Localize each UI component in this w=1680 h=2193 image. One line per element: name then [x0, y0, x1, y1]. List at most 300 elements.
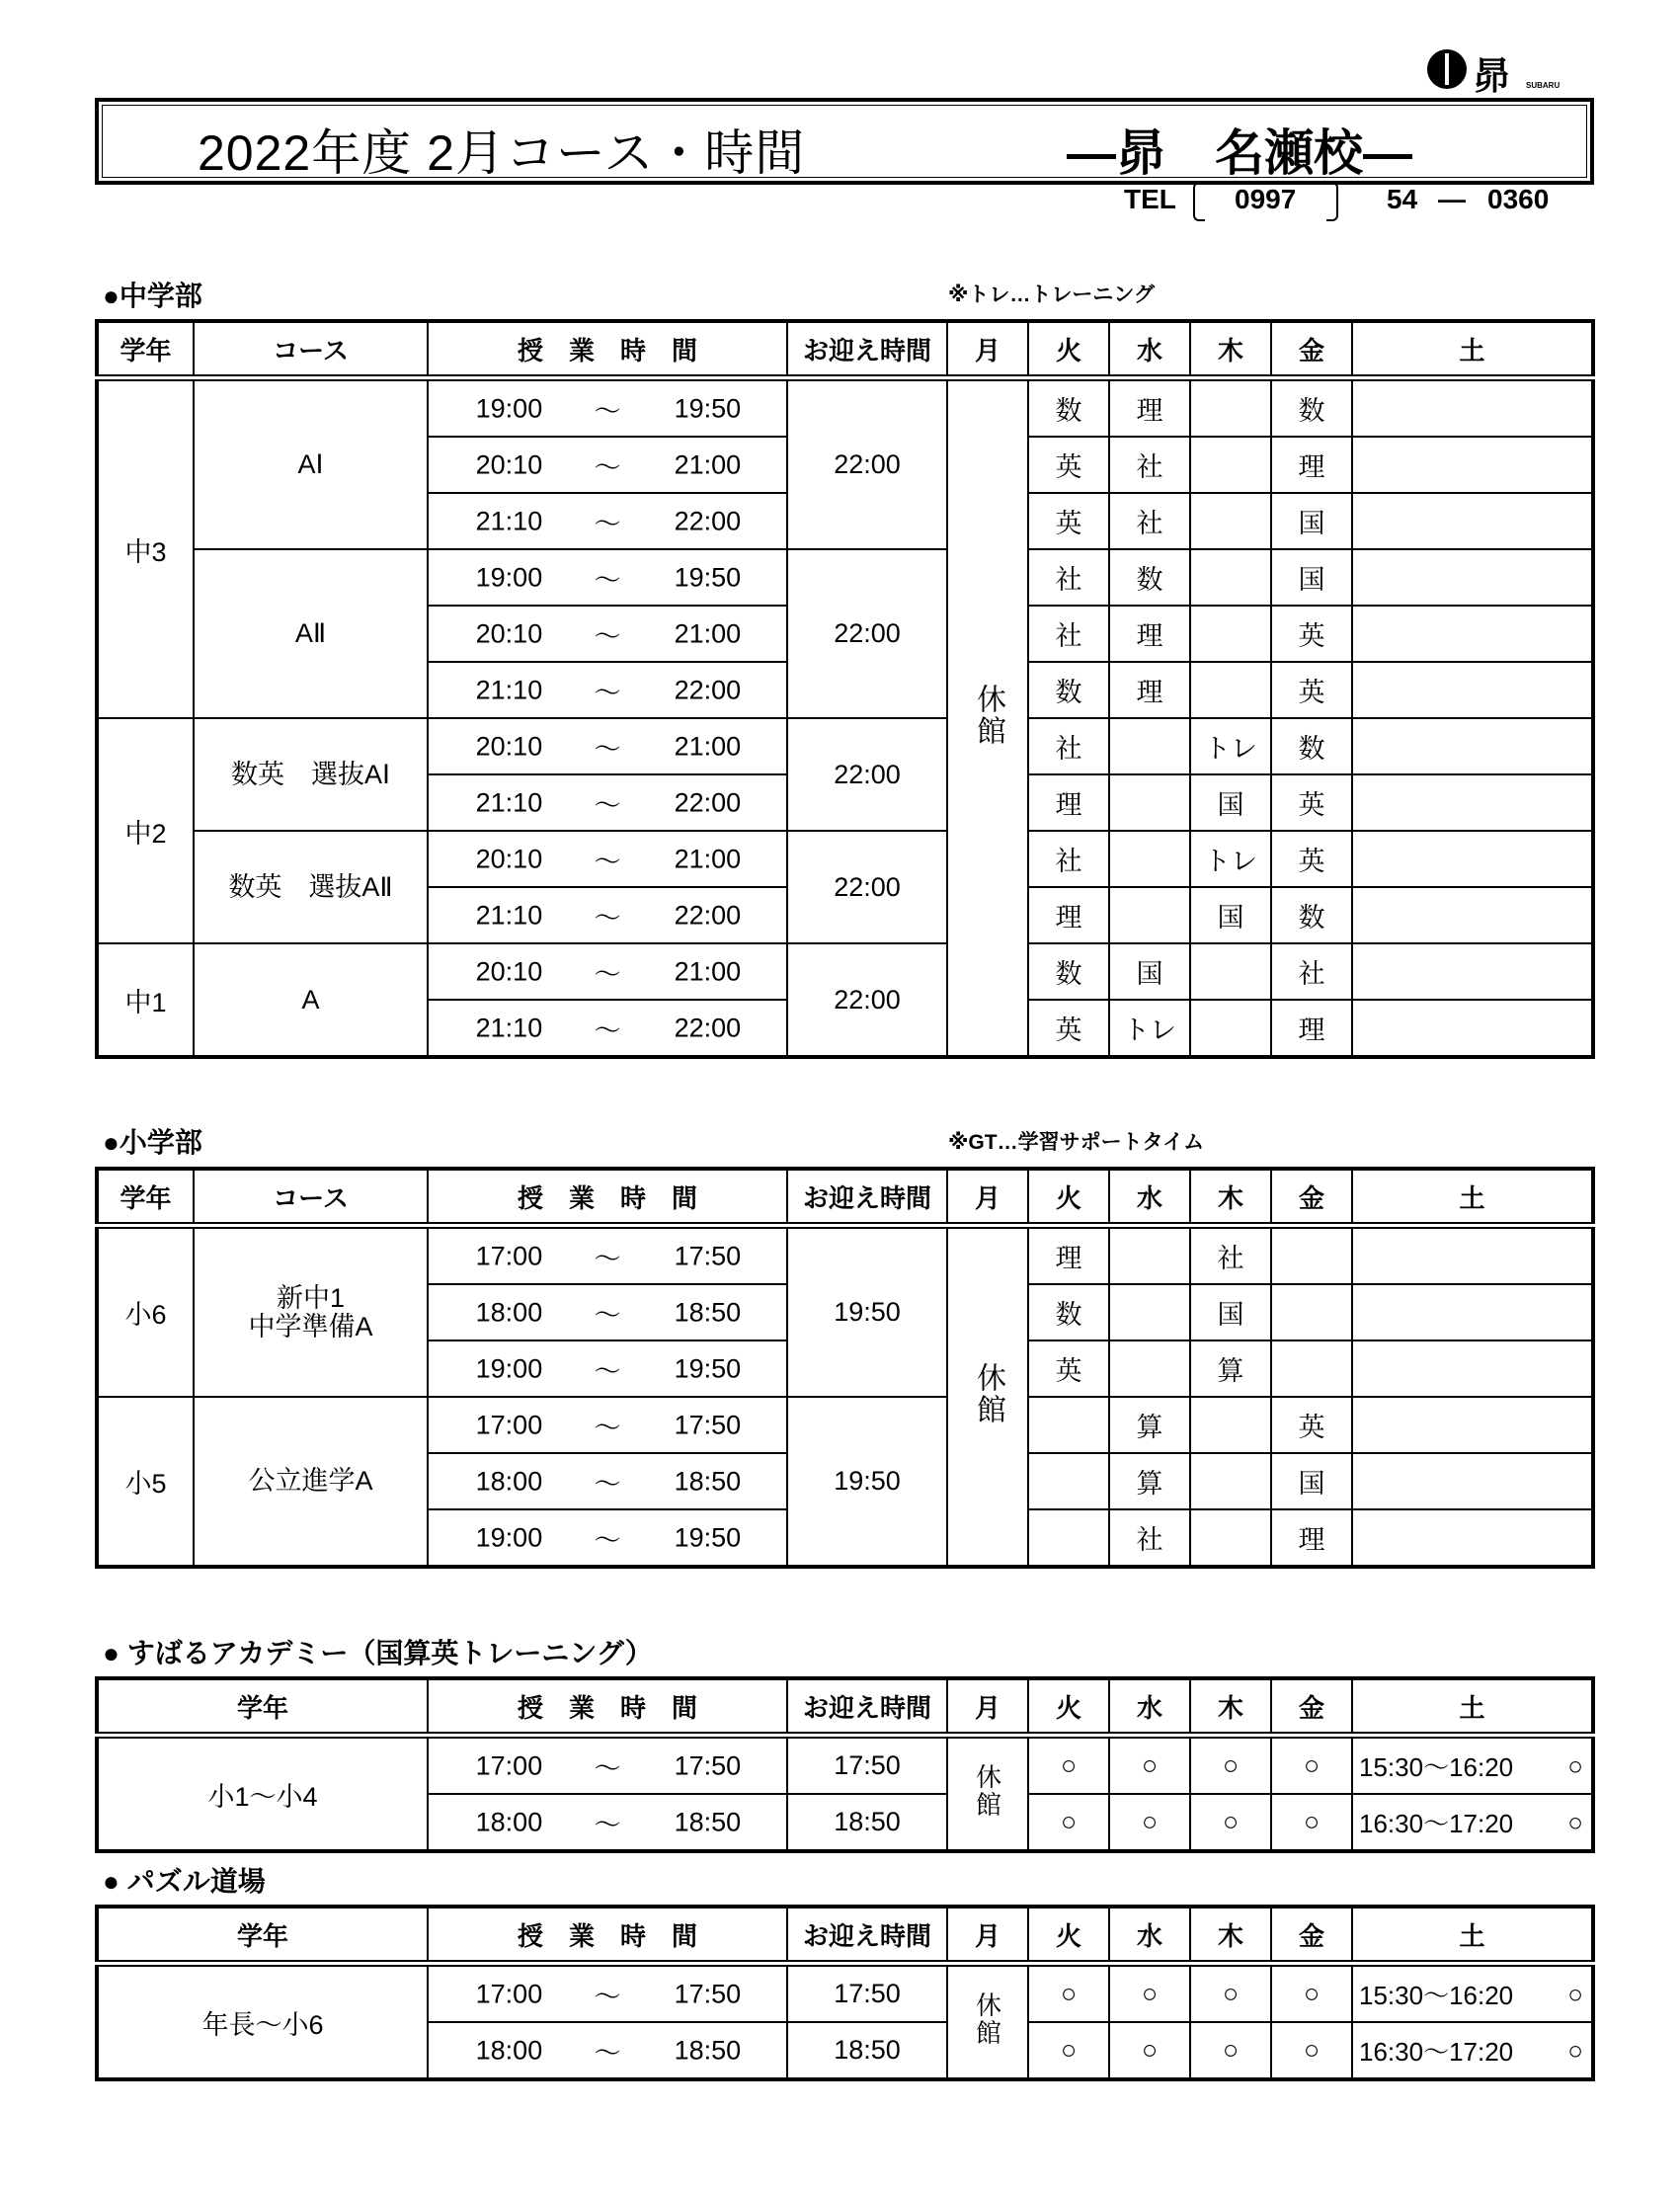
subject-wed-text: 理	[1136, 621, 1163, 651]
column-header	[1028, 1169, 1109, 1226]
circle-wed	[1109, 1794, 1190, 1851]
grade	[97, 1736, 428, 1852]
column-header	[1109, 1169, 1190, 1226]
class-time	[428, 662, 787, 718]
subject-tue-text: 数	[1055, 678, 1082, 707]
elementary-note: ※GT…学習サポートタイム	[948, 1131, 1205, 1154]
tilde: 〜	[594, 1753, 621, 1783]
subject-tue	[1028, 1284, 1109, 1340]
pickup-time-text: 22:00	[834, 759, 901, 789]
subject-wed	[1109, 1340, 1190, 1397]
subject-fri-text: 英	[1298, 847, 1325, 876]
start-time: 17:00	[475, 1410, 543, 1439]
subject-tue	[1028, 606, 1109, 662]
subject-tue	[1028, 437, 1109, 493]
schedule-row	[97, 549, 1593, 606]
tilde: 〜	[594, 1015, 621, 1045]
course	[194, 1226, 428, 1398]
column-header-text: 木	[1217, 335, 1243, 366]
column-header-text: お迎え時間	[802, 1692, 931, 1723]
class-time	[428, 1964, 787, 2023]
end-time: 22:00	[674, 675, 742, 704]
column-header-text: お迎え時間	[802, 1920, 931, 1951]
saturday	[1352, 662, 1593, 718]
subject-tue-text: 社	[1055, 565, 1082, 595]
pickup-time-text: 22:00	[834, 449, 901, 479]
column-header	[428, 1169, 787, 1226]
subject-wed	[1109, 1284, 1190, 1340]
subject-tue	[1028, 662, 1109, 718]
subject-fri	[1271, 1000, 1352, 1057]
column-header	[1271, 321, 1352, 378]
column-header	[947, 321, 1028, 378]
tilde: 〜	[594, 1413, 621, 1442]
saturday	[1352, 437, 1593, 493]
column-header-text: 火	[1055, 335, 1081, 366]
schedule-row	[97, 1736, 1593, 1795]
subject-tue	[1028, 831, 1109, 887]
class-time	[428, 378, 787, 438]
class-time	[428, 549, 787, 606]
monday-closed	[947, 1226, 1028, 1568]
class-time	[428, 1794, 787, 1851]
start-time: 17:00	[475, 1750, 543, 1780]
column-header	[428, 321, 787, 378]
saturday	[1352, 606, 1593, 662]
end-time: 22:00	[674, 506, 742, 535]
subject-fri-text: 英	[1298, 678, 1325, 707]
course	[194, 549, 428, 718]
subject-wed	[1109, 1000, 1190, 1057]
pickup-time	[787, 1794, 947, 1851]
course	[194, 1397, 428, 1567]
start-time: 19:00	[475, 393, 543, 423]
end-time: 17:50	[674, 1750, 742, 1780]
class-time	[428, 887, 787, 943]
column-header-text: 月	[974, 1182, 1000, 1213]
monday-closed-text: 休館	[972, 1361, 1004, 1425]
column-header	[1271, 1169, 1352, 1226]
subject-thu-text: トレ	[1204, 847, 1257, 876]
subject-wed-text: 社	[1136, 509, 1163, 538]
grade-text: 年長〜小6	[201, 2009, 324, 2040]
subject-fri-text: 英	[1298, 621, 1325, 651]
column-header	[1352, 1678, 1593, 1736]
saturday	[1352, 1397, 1593, 1453]
grade	[97, 378, 194, 719]
column-header-text: 水	[1136, 1692, 1162, 1723]
circle-thu	[1190, 1736, 1271, 1795]
pickup-time	[787, 1964, 947, 2023]
column-header-text: 学年	[236, 1920, 288, 1951]
grade-text: 中1	[124, 987, 167, 1017]
end-time: 19:50	[674, 562, 742, 592]
logo-sub: SUBARU	[1526, 81, 1560, 90]
start-time: 17:00	[475, 1979, 543, 2008]
column-header-text: 木	[1217, 1920, 1243, 1951]
logo-kanji: 昴	[1473, 56, 1511, 98]
column-header	[194, 321, 428, 378]
subject-thu-text: 算	[1217, 1356, 1244, 1386]
schedule-row	[97, 1964, 1593, 2023]
subject-fri-text: 英	[1298, 1413, 1325, 1442]
column-header-text: 木	[1217, 1182, 1243, 1213]
circle-wed	[1109, 1964, 1190, 2023]
subject-thu	[1190, 1000, 1271, 1057]
subject-tue-text: 英	[1055, 452, 1082, 482]
subject-thu-text: 国	[1217, 903, 1244, 933]
subject-wed	[1109, 493, 1190, 549]
start-time: 18:00	[475, 2035, 543, 2065]
subject-fri	[1271, 549, 1352, 606]
start-time: 18:00	[475, 1466, 543, 1496]
circle-thu-text: ○	[1222, 1979, 1240, 2008]
column-header-text: 学年	[120, 1182, 172, 1213]
subject-fri	[1271, 774, 1352, 831]
tilde: 〜	[594, 790, 621, 820]
schedule-row	[97, 1226, 1593, 1285]
subject-wed-text: 算	[1136, 1469, 1163, 1499]
subject-thu	[1190, 1453, 1271, 1509]
course-text: 新中1 中学準備A	[248, 1283, 373, 1341]
start-time: 20:10	[475, 956, 543, 986]
column-header-text: 水	[1136, 335, 1162, 366]
end-time: 22:00	[674, 900, 742, 930]
column-header-text: 月	[974, 335, 1000, 366]
subject-thu-text: 国	[1217, 790, 1244, 820]
circle-thu	[1190, 2022, 1271, 2079]
grade-text: 小5	[124, 1469, 167, 1499]
circle-tue-text: ○	[1060, 1979, 1078, 2008]
saturday-mark: ○	[1567, 1750, 1583, 1780]
tilde: 〜	[594, 621, 621, 651]
saturday-time-text: 16:30〜17:20	[1359, 2037, 1514, 2067]
subject-fri	[1271, 1226, 1352, 1285]
end-time: 21:00	[674, 449, 742, 479]
puzzle-section-title: ● パズル道場	[103, 1866, 266, 1897]
tel-area: 0997	[1235, 184, 1297, 214]
subject-wed	[1109, 437, 1190, 493]
subject-wed	[1109, 1509, 1190, 1567]
end-time: 17:50	[674, 1979, 742, 2008]
start-time: 19:00	[475, 1522, 543, 1552]
column-header-text: 学年	[120, 335, 172, 366]
column-header	[1352, 321, 1593, 378]
start-time: 21:10	[475, 900, 543, 930]
saturday-mark: ○	[1567, 1979, 1583, 2008]
saturday	[1352, 887, 1593, 943]
tilde: 〜	[594, 1356, 621, 1386]
subject-fri	[1271, 1509, 1352, 1567]
class-time	[428, 606, 787, 662]
column-header	[1271, 1907, 1352, 1964]
tel-label: TEL	[1124, 184, 1176, 214]
subject-wed-text: 国	[1136, 959, 1163, 989]
class-time	[428, 1509, 787, 1567]
column-header	[787, 321, 947, 378]
pickup-time	[787, 831, 947, 943]
circle-tue	[1028, 1964, 1109, 2023]
grade-text: 小1〜小4	[207, 1781, 318, 1812]
puzzle-schedule-table	[95, 1905, 1595, 2081]
schedule-row	[97, 831, 1593, 887]
subject-wed-text: 理	[1136, 396, 1163, 426]
subject-wed	[1109, 1397, 1190, 1453]
course-text: A	[301, 984, 320, 1015]
saturday	[1352, 549, 1593, 606]
saturday-time-text: 15:30〜16:20	[1359, 1752, 1514, 1782]
column-header-text: 金	[1298, 1182, 1324, 1213]
subject-tue-text: 数	[1055, 396, 1082, 426]
subject-wed	[1109, 606, 1190, 662]
subject-wed-text: 社	[1136, 452, 1163, 482]
tilde: 〜	[594, 1300, 621, 1330]
elementary-schedule-table	[95, 1167, 1595, 1569]
pickup-time-text: 22:00	[834, 871, 901, 902]
saturday-time	[1352, 1964, 1593, 2023]
subject-fri	[1271, 1397, 1352, 1453]
column-header	[1109, 1678, 1190, 1736]
tilde: 〜	[594, 678, 621, 707]
subject-fri-text: 数	[1298, 903, 1325, 933]
grade	[97, 1226, 194, 1398]
column-header	[97, 1907, 428, 1964]
tel-number: 0360	[1487, 184, 1550, 214]
column-header	[787, 1907, 947, 1964]
monday-closed	[947, 1736, 1028, 1852]
subject-fri	[1271, 662, 1352, 718]
tilde: 〜	[594, 847, 621, 876]
column-header-text: 学年	[236, 1692, 288, 1723]
subject-tue-text: 社	[1055, 734, 1082, 764]
end-time: 18:50	[674, 1466, 742, 1496]
column-header	[1190, 321, 1271, 378]
circle-wed	[1109, 2022, 1190, 2079]
tilde: 〜	[594, 1244, 621, 1273]
pickup-time-text: 22:00	[834, 618, 901, 648]
course-text: 公立進学A	[248, 1466, 373, 1497]
class-time	[428, 1397, 787, 1453]
circle-tue-text: ○	[1060, 1807, 1078, 1836]
subject-tue	[1028, 1340, 1109, 1397]
column-header	[1028, 321, 1109, 378]
subject-tue-text: 社	[1055, 847, 1082, 876]
subject-fri	[1271, 1340, 1352, 1397]
subject-wed	[1109, 774, 1190, 831]
column-header-text: コース	[273, 1182, 349, 1213]
column-header-text: 金	[1298, 1920, 1324, 1951]
pickup-time	[787, 1736, 947, 1795]
subject-thu	[1190, 774, 1271, 831]
schedule-row	[97, 1397, 1593, 1453]
column-header	[428, 1907, 787, 1964]
class-time	[428, 1736, 787, 1795]
tilde: 〜	[594, 1810, 621, 1839]
subject-thu	[1190, 943, 1271, 1000]
course-text: AⅡ	[294, 618, 327, 649]
end-time: 18:50	[674, 1297, 742, 1327]
end-time: 21:00	[674, 731, 742, 761]
course	[194, 831, 428, 943]
subject-tue	[1028, 887, 1109, 943]
subject-fri	[1271, 378, 1352, 438]
circle-thu-text: ○	[1222, 1750, 1240, 1780]
subject-thu	[1190, 1397, 1271, 1453]
saturday	[1352, 1226, 1593, 1285]
grade-text: 小6	[124, 1300, 167, 1330]
column-header	[1190, 1907, 1271, 1964]
column-header	[1028, 1907, 1109, 1964]
class-time	[428, 774, 787, 831]
pickup-time-text: 19:50	[834, 1466, 901, 1496]
start-time: 20:10	[475, 844, 543, 873]
start-time: 21:10	[475, 1013, 543, 1042]
subject-thu-text: トレ	[1204, 734, 1257, 764]
subject-tue-text: 社	[1055, 621, 1082, 651]
saturday	[1352, 943, 1593, 1000]
subject-thu	[1190, 606, 1271, 662]
saturday	[1352, 493, 1593, 549]
pickup-time	[787, 718, 947, 831]
subject-thu	[1190, 718, 1271, 774]
subject-fri	[1271, 437, 1352, 493]
class-time	[428, 437, 787, 493]
circle-tue-text: ○	[1060, 1750, 1078, 1780]
subject-tue	[1028, 1453, 1109, 1509]
pickup-time-text: 18:50	[834, 2035, 901, 2065]
column-header	[1190, 1169, 1271, 1226]
start-time: 20:10	[475, 731, 543, 761]
subject-tue-text: 数	[1055, 1300, 1082, 1330]
subaru-logo	[1427, 47, 1585, 97]
class-time	[428, 1340, 787, 1397]
tilde: 〜	[594, 396, 621, 426]
class-time	[428, 2022, 787, 2079]
class-time	[428, 718, 787, 774]
subject-fri-text: 理	[1298, 1015, 1325, 1045]
academy-schedule-table	[95, 1676, 1595, 1853]
column-header-text: 火	[1055, 1692, 1081, 1723]
saturday	[1352, 1509, 1593, 1567]
course	[194, 718, 428, 831]
column-header	[1109, 1907, 1190, 1964]
subject-thu	[1190, 437, 1271, 493]
pickup-time	[787, 378, 947, 550]
subject-fri-text: 理	[1298, 1525, 1325, 1555]
subject-tue	[1028, 493, 1109, 549]
column-header-text: お迎え時間	[802, 1182, 931, 1213]
saturday-time-text: 16:30〜17:20	[1359, 1809, 1514, 1838]
tel-local: 54	[1387, 184, 1418, 214]
saturday	[1352, 1453, 1593, 1509]
subject-tue	[1028, 1226, 1109, 1285]
tilde: 〜	[594, 734, 621, 764]
start-time: 20:10	[475, 449, 543, 479]
column-header-text: 土	[1459, 1920, 1485, 1951]
subject-fri	[1271, 606, 1352, 662]
column-header-text: お迎え時間	[802, 335, 931, 366]
subject-fri	[1271, 887, 1352, 943]
subject-fri	[1271, 493, 1352, 549]
start-time: 21:10	[475, 675, 543, 704]
circle-fri-text: ○	[1303, 1979, 1320, 2008]
column-header-text: 火	[1055, 1920, 1081, 1951]
monday-closed	[947, 378, 1028, 1058]
subject-fri-text: 数	[1298, 396, 1325, 426]
saturday-time	[1352, 2022, 1593, 2079]
subject-tue-text: 英	[1055, 509, 1082, 538]
class-time	[428, 1000, 787, 1057]
column-header-text: 授 業 時 間	[517, 335, 697, 366]
pickup-time	[787, 549, 947, 718]
subject-wed	[1109, 662, 1190, 718]
column-header	[947, 1678, 1028, 1736]
subject-fri	[1271, 1284, 1352, 1340]
monday-closed-text: 休館	[972, 683, 1004, 747]
subject-fri	[1271, 1453, 1352, 1509]
circle-wed-text: ○	[1141, 1979, 1159, 2008]
column-header-text: 火	[1055, 1182, 1081, 1213]
subject-wed	[1109, 718, 1190, 774]
saturday-time	[1352, 1736, 1593, 1795]
subject-thu	[1190, 1340, 1271, 1397]
subject-tue	[1028, 1397, 1109, 1453]
subject-thu	[1190, 1509, 1271, 1567]
subject-wed	[1109, 1453, 1190, 1509]
pickup-time	[787, 2022, 947, 2079]
junior-note: ※トレ…トレーニング	[948, 284, 1155, 306]
tilde: 〜	[594, 1469, 621, 1499]
column-header-text: コース	[273, 335, 349, 366]
column-header	[1352, 1169, 1593, 1226]
circle-fri	[1271, 2022, 1352, 2079]
subject-wed-text: 算	[1136, 1413, 1163, 1442]
saturday-time-text: 15:30〜16:20	[1359, 1981, 1514, 2010]
subject-tue-text: 数	[1055, 959, 1082, 989]
title-box	[95, 98, 1594, 185]
end-time: 19:50	[674, 1522, 742, 1552]
class-time	[428, 1453, 787, 1509]
class-time	[428, 943, 787, 1000]
subject-thu	[1190, 1226, 1271, 1285]
tilde: 〜	[594, 509, 621, 538]
subject-tue-text: 理	[1055, 790, 1082, 820]
end-time: 21:00	[674, 844, 742, 873]
subject-wed-text: トレ	[1123, 1015, 1176, 1045]
tilde: 〜	[594, 1525, 621, 1555]
subject-wed-text: 数	[1136, 565, 1163, 595]
circle-fri	[1271, 1736, 1352, 1795]
course-text: AⅠ	[297, 449, 324, 480]
subject-tue	[1028, 718, 1109, 774]
class-time	[428, 1226, 787, 1285]
end-time: 21:00	[674, 618, 742, 648]
column-header	[947, 1169, 1028, 1226]
circle-wed	[1109, 1736, 1190, 1795]
column-header	[1352, 1907, 1593, 1964]
circle-fri-text: ○	[1303, 1750, 1320, 1780]
subject-fri-text: 英	[1298, 790, 1325, 820]
circle-tue	[1028, 2022, 1109, 2079]
subject-fri-text: 国	[1298, 565, 1325, 595]
pickup-time-text: 18:50	[834, 1807, 901, 1836]
subject-thu-text: 社	[1217, 1244, 1244, 1273]
subject-thu	[1190, 887, 1271, 943]
start-time: 20:10	[475, 618, 543, 648]
saturday	[1352, 1284, 1593, 1340]
circle-tue	[1028, 1794, 1109, 1851]
end-time: 18:50	[674, 2035, 742, 2065]
